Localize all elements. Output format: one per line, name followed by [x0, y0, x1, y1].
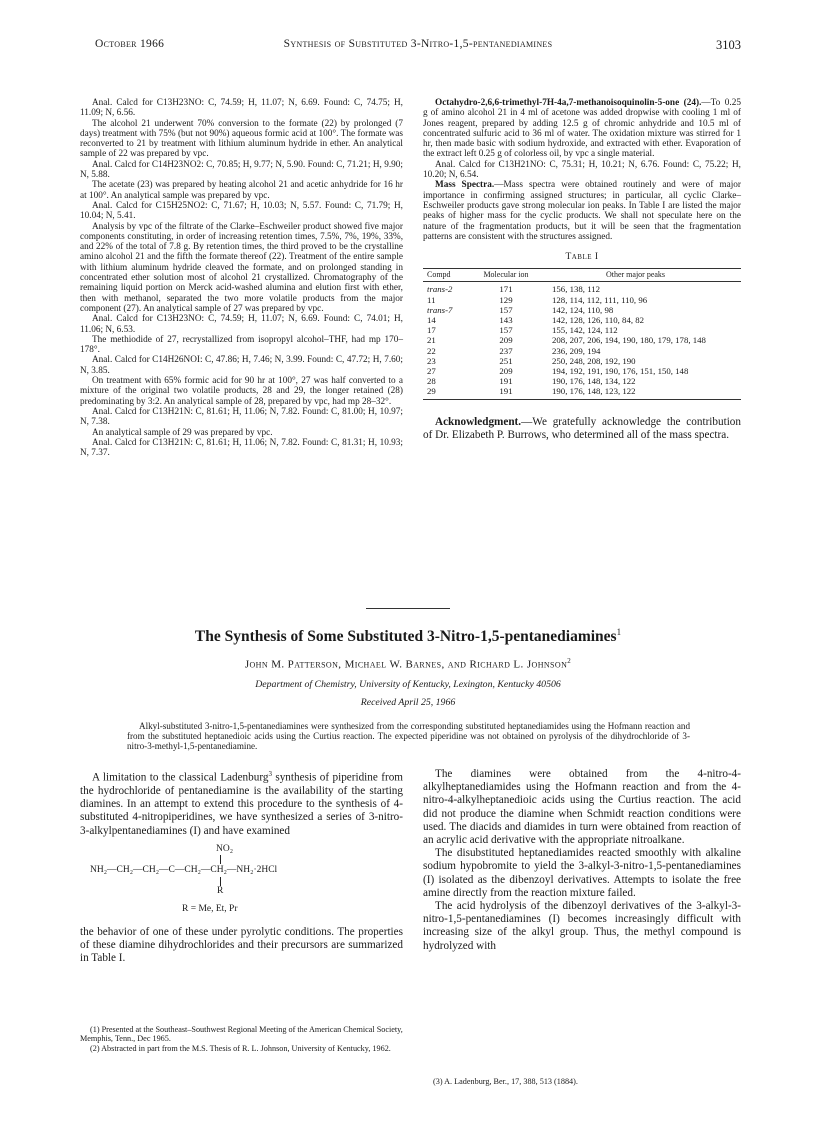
molecular-ion-cell: 191: [499, 376, 513, 387]
molecular-ion-cell: 251: [499, 355, 513, 366]
compound-cell: trans-2: [427, 284, 453, 295]
molecular-ion-cell: 129: [499, 294, 513, 305]
peaks-cell: 142, 124, 110, 98: [552, 304, 614, 315]
article-title: The Synthesis of Some Substituted 3-Nitro-1,5-pentanediamines$^1$: [194, 627, 622, 646]
analysis-line: Anal. Calcd for C14H26NOI: C, 47.86; H, 7.46; N, 3.99. Found: C, 47.72; H, 7.60; N, 3.85.: [80, 355, 403, 376]
mass-spectra-table: [423, 268, 741, 399]
header-date: October 1966: [95, 38, 165, 50]
column-header: Compd: [423, 269, 482, 282]
peaks-cell: 190, 176, 148, 123, 122: [530, 386, 741, 399]
body-left-column: [80, 768, 403, 965]
paragraph: The diamines were obtained from the 4-nitro-4-alkylheptanediamides using the Hofmann reaction and from the 4-nitro-4-alkylheptanedioic acids using the Curtius reaction. The acid did not produce the diamine when Schmidt reaction conditions were used. The diacids and diamides in turn were obtained from reaction of an acrylic acid derivative with the appropriate nitroalkane.: [423, 768, 741, 847]
paragraph: The disubstituted heptanediamides reacted smoothly with alkaline sodium hypobromite to yield the 3-alkyl-3-nitro-1,5-pentanediamines (I) isolated as the dibenzoyl derivatives. Attempts to isolate the free amine directly from the reaction mixture failed.: [423, 847, 741, 899]
compound-cell: 27: [427, 366, 436, 377]
paragraph: An analytical sample of 29 was prepared by vpc.: [92, 427, 273, 438]
right-text-column: [423, 98, 741, 442]
molecular-ion-cell: 237: [499, 345, 513, 356]
table-row: [423, 386, 741, 399]
analysis-line: Anal. Calcd for C15H25NO2: C, 71.67; H, 10.03; N, 5.57. Found: C, 71.79; H, 10.04; N, 5.41.: [80, 200, 403, 222]
left-text-column: [80, 98, 403, 458]
table-title: Table I: [565, 252, 599, 263]
formula-bond: [220, 855, 221, 864]
table-row: [423, 346, 741, 356]
molecular-ion-cell: 157: [499, 304, 513, 315]
footnotes-right: [423, 1077, 741, 1086]
analysis-line: Anal. Calcd for C14H23NO2: C, 70.85; H, 9.77; N, 5.90. Found: C, 71.21; H, 9.90; N, 5.88.: [80, 159, 403, 181]
molecular-ion-cell: 191: [482, 386, 530, 399]
article-divider: [366, 608, 450, 609]
header-running-title: Synthesis of Substituted 3-Nitro-1,5-pentanediamines: [283, 38, 553, 50]
peaks-cell: 156, 138, 112: [552, 284, 601, 295]
table-row: [423, 356, 741, 366]
molecular-ion-cell: 143: [499, 315, 513, 326]
table-row: [423, 282, 741, 295]
peaks-cell: 128, 114, 112, 111, 110, 96: [552, 294, 648, 305]
paragraph: On treatment with 65% formic acid for 90 hr at 100°, 27 was half converted to a mixture of the original two volatile products, 28 and 29, the longer retained (28) predominating by 3:2. An analytical sample of 28, prepared by vpc, had mp 28–32°.: [80, 376, 403, 407]
compound-cell: 14: [427, 315, 436, 326]
compound-cell: 22: [427, 345, 436, 356]
footnotes-left: [80, 1025, 403, 1053]
compound-cell: 28: [427, 376, 436, 387]
compound-cell: trans-7: [427, 304, 453, 315]
footnote: (2) Abstracted in part from the M.S. Thesis of R. L. Johnson, University of Kentucky, 1962.: [90, 1043, 391, 1053]
paragraph: the behavior of one of these under pyrolytic conditions. The properties of these diamine dihydrochlorides and their precursors are summarized in Table I.: [80, 925, 403, 965]
column-header: Other major peaks: [530, 269, 741, 282]
experimental-paragraph: Octahydro-2,6,6-trimethyl-7H-4a,7-methanoisoquinolin-5-one (24).—To 0.25 g of amino alcohol 21 in 4 ml of acetone was added dropwise with cooling 1 ml of Jones reagent, prepared by adding 12.5 g of chromic anhydride and 10.5 ml of concentrated sulfuric acid to 36 ml of water. The oxidation mixture was stirred for 1 hr, then made basic with sodium hydroxide, and extracted with ether. Evaporation of the extract left 0.25 g of colorless oil, by vpc a single material.: [423, 98, 741, 160]
analysis-line: Anal. Calcd for C13H21N: C, 81.61; H, 11.06; N, 7.82. Found: C, 81.00; H, 10.97; N, 7.38.: [80, 406, 403, 428]
formula-r-values: R = Me, Et, Pr: [182, 903, 238, 914]
molecular-ion-cell: 209: [499, 335, 513, 346]
abstract: Alkyl-substituted 3-nitro-1,5-pentanediamines were synthesized from the corresponding substituted heptanediamides using the Hofmann reaction and from the substituted heptanedioic acids using the Curtius reaction. The expected piperidine was not obtained on pyrolysis of the dihydrochloride of 3-nitro-3-methyl-1,5-pentanediamine.: [127, 721, 690, 752]
received-date: Received April 25, 1966: [360, 697, 456, 708]
compound-heading: Octahydro-2,6,6-trimethyl-7H-4a,7-methanoisoquinolin-5-one (24).: [435, 98, 702, 108]
peaks-cell: 190, 176, 148, 134, 122: [552, 376, 636, 387]
compound-cell: 17: [427, 325, 436, 336]
acknowledgment: Acknowledgment.—We gratefully acknowledge the contribution of Dr. Elizabeth P. Burrows, who determined all of the mass spectra.: [423, 415, 741, 441]
column-header: Molecular ion: [482, 269, 530, 282]
running-header: [95, 38, 741, 54]
article-authors: John M. Patterson, Michael W. Barnes, and Richard L. Johnson$^2$: [244, 657, 572, 671]
footnote: (1) Presented at the Southeast–Southwest Regional Meeting of the American Chemical Society, Memphis, Tenn., Dec 1965.: [80, 1025, 403, 1044]
molecular-ion-cell: 157: [499, 325, 513, 336]
peaks-cell: 236, 209, 194: [552, 345, 601, 356]
analysis-line: Anal. Calcd for C13H21NO: C, 75.31; H, 10.21; N, 6.76. Found: C, 75.22; H, 10.20; N, 6.54.: [423, 159, 741, 181]
table-row: [423, 305, 741, 315]
peaks-cell: 142, 128, 126, 110, 84, 82: [552, 315, 645, 326]
peaks-cell: 250, 248, 208, 192, 190: [552, 355, 636, 366]
compound-cell: 11: [427, 294, 436, 305]
analysis-line: Anal. Calcd for C13H23NO: C, 74.59; H, 11.07; N, 6.69. Found: C, 74.01; H, 11.06; N, 6.53.: [80, 314, 403, 335]
peaks-cell: 155, 142, 124, 112: [552, 325, 618, 336]
table-row: [423, 315, 741, 325]
molecular-ion-cell: 209: [499, 366, 513, 377]
formula-nitro-group: NO₂: [216, 843, 234, 854]
compound-cell: 23: [427, 355, 436, 366]
mass-spectra-paragraph: Mass Spectra.—Mass spectra were obtained routinely and were of major importance in confirming assigned structures; in particular, all cyclic Clarke–Eschweiler products gave strong molecular ion peaks. In Table I are listed the major peaks of higher mass for the cyclic products. We shall not speculate here on the nature of the fragmentation products, but it will be seen that the fragmentation patterns are consistent with the structures assigned.: [423, 180, 741, 242]
peaks-cell: 194, 192, 191, 190, 176, 151, 150, 148: [552, 366, 689, 377]
footnote: (3) A. Ladenburg, Ber., 17, 388, 513 (1884).: [433, 1077, 578, 1086]
page-number: 3103: [716, 38, 741, 52]
formula-chain: NH₂—CH₂—CH₂—C—CH₂—CH₂—NH₂·2HCl: [90, 864, 278, 875]
table-row: [423, 335, 741, 345]
molecular-ion-cell: 171: [499, 284, 513, 295]
body-right-column: [423, 768, 741, 953]
paragraph: The alcohol 21 underwent 70% conversion to the formate (22) by prolonged (7 days) treatment with 75% (but not 90%) aqueous formic acid at 100°. The formate was reconverted to 21 by treatment with lithium aluminum hydride in ether. An analytical sample of 22 was prepared by vpc.: [80, 118, 403, 160]
table-row: [423, 366, 741, 376]
compound-cell: 21: [427, 335, 436, 346]
structural-formula: [80, 843, 403, 923]
paragraph: The methiodide of 27, recrystallized from isopropyl alcohol–THF, had mp 170–178°.: [80, 334, 403, 356]
paragraph: A limitation to the classical Ladenburg$^3$ synthesis of piperidine from the hydrochloride of pentanediamine is the availability of the starting diamines. In an attempt to extend this procedure to the synthesis of 4-substituted 4-nitropiperidines, we have synthesized a series of 3-nitro-3-alkylpentanediamines (I) and have examined: [80, 770, 403, 837]
formula-r-group: R: [217, 885, 224, 896]
analysis-line: Anal. Calcd for C13H21N: C, 81.61; H, 11.06; N, 7.82. Found: C, 81.31; H, 10.93; N, 7.37.: [80, 437, 403, 459]
analysis-line: Anal. Calcd for C13H23NO: C, 74.59; H, 11.07; N, 6.69. Found: C, 74.75; H, 11.09; N, 6.56.: [80, 98, 403, 119]
peaks-cell: 208, 207, 206, 194, 190, 180, 179, 178, 148: [552, 335, 706, 346]
paragraph: The acetate (23) was prepared by heating alcohol 21 and acetic anhydride for 16 hr at 100°. An analytical sample was prepared by vpc.: [80, 180, 403, 201]
table-row: [423, 295, 741, 305]
paragraph: Analysis by vpc of the filtrate of the Clarke–Eschweiler product showed five major components constituting, in order of increasing retention times, 7.5%, 7%, 19%, 33%, and 22% of the total of 7.8 g. By retention times, the third proved to be the crystalline amino alcohol 21 and the fifth the formate thereof (22). Treatment of the entire sample with lithium aluminum hydride cleaved the formate, and on prolonged standing in concentrated ether solution most of alcohol 21 crystallized. Chromatography of the remaining liquid portion on Merck acid-washed alumina and elution first with ether, then with methanol, separated the two more volatile products from the major component (27). An analytical sample of 27 was prepared by vpc.: [80, 221, 403, 314]
table-row: [423, 325, 741, 335]
section-heading: Mass Spectra.: [435, 180, 495, 191]
affiliation: Department of Chemistry, University of Kentucky, Lexington, Kentucky 40506: [255, 679, 561, 690]
paragraph: The acid hydrolysis of the dibenzoyl derivatives of the 3-alkyl-3-nitro-1,5-pentanediamines (I) becomes increasingly difficult with increasing size of the alkyl group. Thus, the methyl compound is hydrolyzed with: [423, 900, 741, 952]
compound-cell: 29: [423, 386, 482, 399]
table-row: [423, 376, 741, 386]
section-heading: Acknowledgment.: [435, 415, 522, 428]
